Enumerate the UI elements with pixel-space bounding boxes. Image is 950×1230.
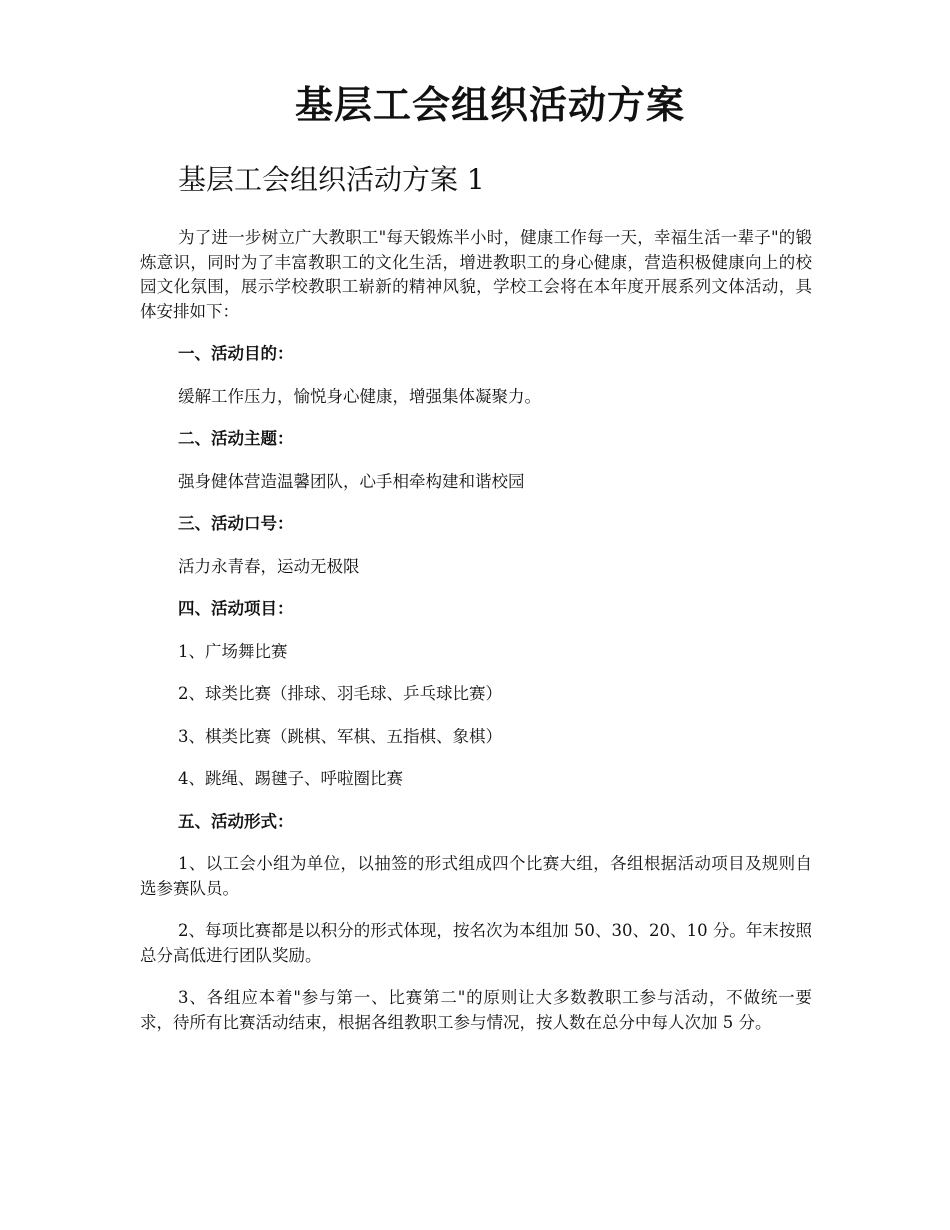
heading-format: 五、活动形式： xyxy=(178,811,294,831)
section-title: 基层工会组织活动方案 1 xyxy=(178,163,485,196)
heading-theme: 二、活动主题： xyxy=(178,429,294,448)
slogan-text: 活力永青春，运动无极限 xyxy=(178,556,360,576)
intro-paragraph: 为了进一步树立广大教职工"每天锻炼半小时，健康工作每一天，幸福生活一辈子"的锻炼意识，同时为了丰富教职工的文化生活，增进教职工的身心健康，营造积极健康向上的校园文化氛围，展示学校教职工崭新的精神风貌，学校工会将在本年度开展系列文体活动，具体安排如下： xyxy=(140,228,812,321)
format-paragraph: 1、以工会小组为单位，以抽签的形式组成四个比赛大组，各组根据活动项目及规则自选参赛队员。 xyxy=(140,854,812,898)
heading-purpose: 一、活动目的： xyxy=(178,344,294,363)
format-paragraph: 3、各组应本着"参与第一、比赛第二"的原则让大多数教职工参与活动，不做统一要求，待所有比赛活动结束，根据各组教职工参与情况，按人数在总分中每人次加 5 分。 xyxy=(140,988,812,1032)
heading-slogan: 三、活动口号： xyxy=(178,514,294,533)
heading-projects: 四、活动项目： xyxy=(178,599,294,618)
theme-text: 强身健体营造温馨团队，心手相牵构建和谐校园 xyxy=(178,471,525,491)
project-item: 3、棋类比赛（跳棋、军棋、五指棋、象棋） xyxy=(178,726,502,746)
format-paragraph: 2、每项比赛都是以积分的形式体现，按名次为本组加 50、30、20、10 分。年末按照总分高低进行团队奖励。 xyxy=(140,921,812,965)
project-item: 1、广场舞比赛 xyxy=(178,641,288,661)
project-item: 2、球类比赛（排球、羽毛球、乒乓球比赛） xyxy=(178,684,502,703)
document-body xyxy=(140,226,812,1053)
document-title: 基层工会组织活动方案 xyxy=(294,82,685,127)
project-item: 4、跳绳、踢毽子、呼啦圈比赛 xyxy=(178,769,403,788)
purpose-text: 缓解工作压力，愉悦身心健康，增强集体凝聚力。 xyxy=(178,386,541,406)
